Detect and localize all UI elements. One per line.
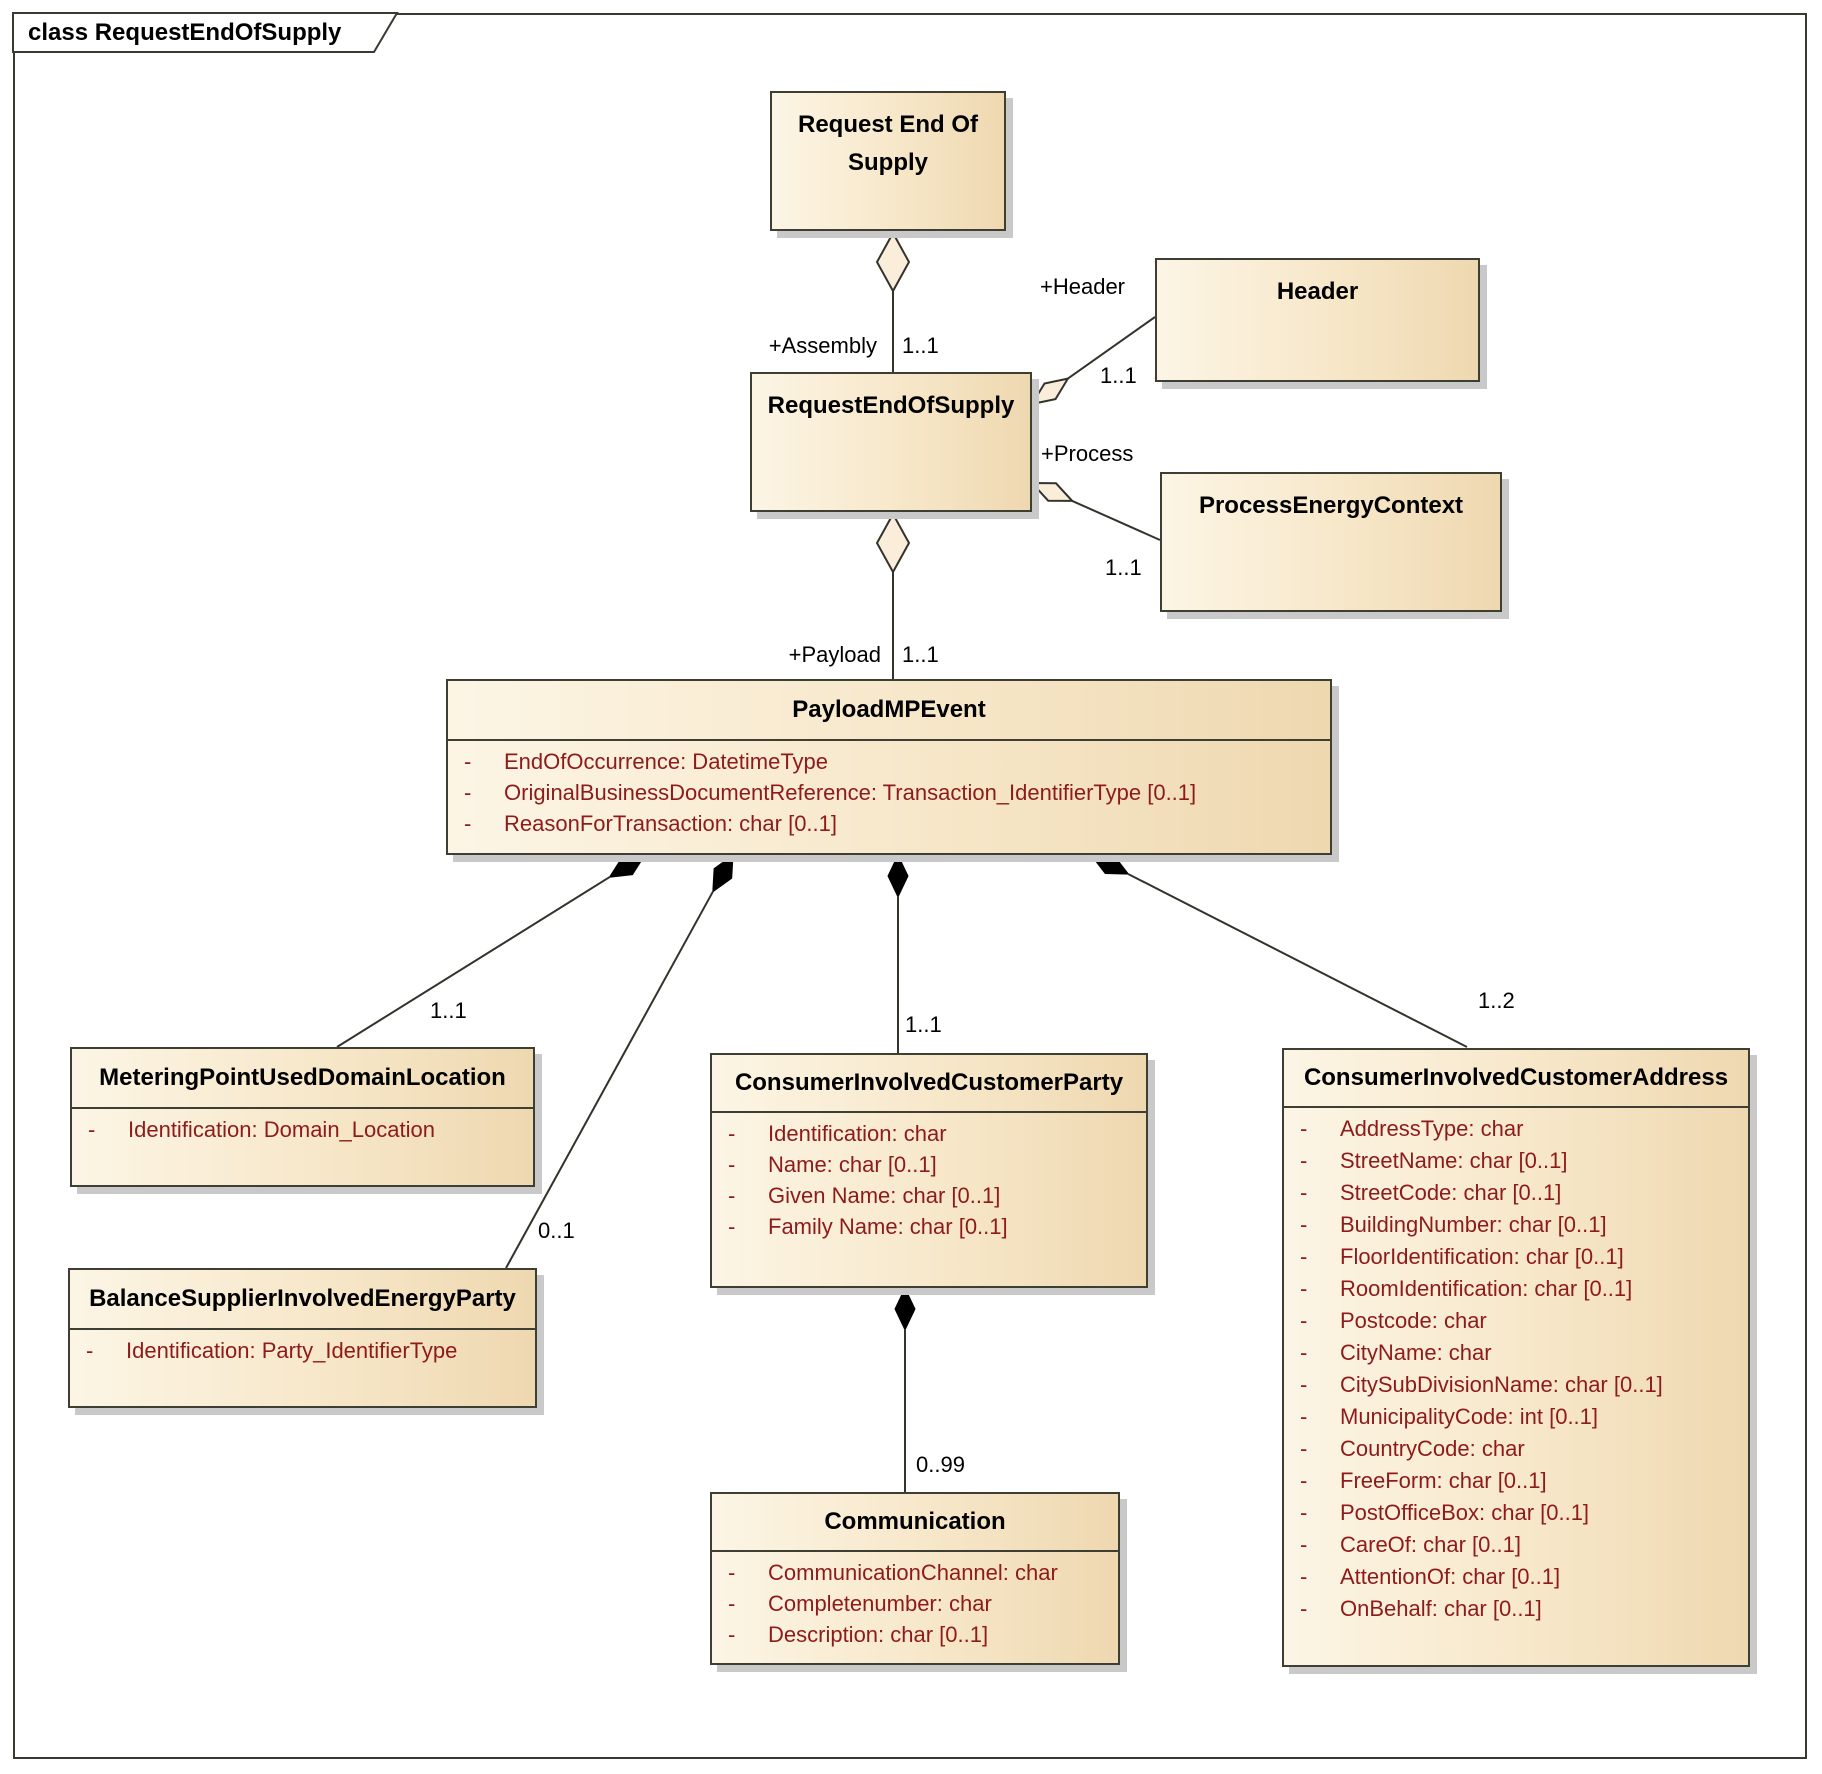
class-attribute: - Postcode: char xyxy=(1300,1308,1487,1333)
class-attribute: - Identification: char xyxy=(728,1121,947,1146)
connector-metering[interactable] xyxy=(337,877,609,1047)
class-attribute: - StreetCode: char [0..1] xyxy=(1300,1180,1562,1205)
class-attribute: - Family Name: char [0..1] xyxy=(728,1214,1008,1239)
class-title: Communication xyxy=(824,1508,1006,1535)
composition-diamond-metering[interactable] xyxy=(609,855,645,877)
composition-diamond-party[interactable] xyxy=(888,855,908,897)
class-attribute: - CitySubDivisionName: char [0..1] xyxy=(1300,1372,1663,1397)
class-box-request-end-of-supply-doc[interactable] xyxy=(770,91,1006,231)
class-title: RequestEndOfSupply xyxy=(767,392,1015,419)
class-attribute: - AddressType: char xyxy=(1300,1116,1524,1141)
connector-balance[interactable] xyxy=(506,892,713,1268)
class-title: Header xyxy=(1276,278,1359,305)
multiplicity-label-process: 1..1 xyxy=(1105,555,1142,580)
class-box-header[interactable] xyxy=(1155,258,1480,382)
class-attribute: - OriginalBusinessDocumentReference: Transaction_IdentifierType [0..1] xyxy=(464,780,1197,805)
class-attribute: - Name: char [0..1] xyxy=(728,1152,937,1177)
class-title: BalanceSupplierInvolvedEnergyParty xyxy=(89,1285,516,1312)
class-attribute: - EndOfOccurrence: DatetimeType xyxy=(464,749,829,774)
class-box-processenergycontext[interactable] xyxy=(1160,472,1502,612)
connector-process[interactable] xyxy=(1072,501,1160,540)
class-attribute: - Identification: Party_IdentifierType xyxy=(86,1338,458,1363)
class-attribute: - CommunicationChannel: char xyxy=(728,1560,1058,1585)
diagram-tab-label: class RequestEndOfSupply xyxy=(28,19,342,46)
class-attribute: - Identification: Domain_Location xyxy=(88,1117,435,1142)
class-attribute: - BuildingNumber: char [0..1] xyxy=(1300,1212,1607,1237)
role-label-header: +Header xyxy=(1040,274,1126,299)
multiplicity-label-communication: 0..99 xyxy=(916,1452,965,1477)
multiplicity-label-address: 1..2 xyxy=(1478,988,1515,1013)
composition-diamond-address[interactable] xyxy=(1091,855,1128,874)
class-box-payloadmpevent[interactable] xyxy=(446,679,1332,855)
class-attribute: - FreeForm: char [0..1] xyxy=(1300,1468,1547,1493)
composition-diamond-communication[interactable] xyxy=(895,1288,915,1330)
class-title: ConsumerInvolvedCustomerParty xyxy=(734,1069,1124,1096)
multiplicity-label-party: 1..1 xyxy=(905,1012,942,1037)
class-attribute: - CityName: char xyxy=(1300,1340,1492,1365)
multiplicity-label-payload: 1..1 xyxy=(902,642,939,667)
class-attribute: - Completenumber: char xyxy=(728,1591,992,1616)
class-title: PayloadMPEvent xyxy=(792,696,986,723)
class-attribute: - Given Name: char [0..1] xyxy=(728,1183,1001,1208)
class-attribute: - CareOf: char [0..1] xyxy=(1300,1532,1521,1557)
aggregation-diamond-process[interactable] xyxy=(1032,483,1072,501)
aggregation-diamond-header[interactable] xyxy=(1032,379,1068,404)
class-title: Request End Of Supply xyxy=(797,111,978,176)
multiplicity-label-assembly: 1..1 xyxy=(902,333,939,358)
multiplicity-label-header: 1..1 xyxy=(1100,363,1137,388)
multiplicity-label-balance: 0..1 xyxy=(538,1218,575,1243)
role-label-assembly: +Assembly xyxy=(768,333,877,358)
class-attribute: - MunicipalityCode: int [0..1] xyxy=(1300,1404,1599,1429)
class-box-balancesupplierinvolvedenergyparty[interactable] xyxy=(68,1268,537,1408)
class-title: ConsumerInvolvedCustomerAddress xyxy=(1303,1064,1729,1091)
class-attribute: - FloorIdentification: char [0..1] xyxy=(1300,1244,1624,1269)
class-attribute: - PostOfficeBox: char [0..1] xyxy=(1300,1500,1590,1525)
role-label-process: +Process xyxy=(1041,441,1134,466)
aggregation-diamond-assembly[interactable] xyxy=(877,233,909,291)
class-attribute: - ReasonForTransaction: char [0..1] xyxy=(464,811,838,836)
class-title: MeteringPointUsedDomainLocation xyxy=(99,1064,506,1091)
class-attribute: - AttentionOf: char [0..1] xyxy=(1300,1564,1561,1589)
class-box-communication[interactable] xyxy=(710,1492,1120,1665)
multiplicity-label-metering: 1..1 xyxy=(430,998,467,1023)
class-attribute: - CountryCode: char xyxy=(1300,1436,1525,1461)
class-box-consumerinvolvedcustomerparty[interactable] xyxy=(710,1053,1148,1288)
class-box-requestendofsupply[interactable] xyxy=(750,372,1032,512)
class-title: ProcessEnergyContext xyxy=(1198,492,1464,519)
class-attribute: - Description: char [0..1] xyxy=(728,1622,989,1647)
aggregation-diamond-payload[interactable] xyxy=(877,514,909,572)
class-box-consumerinvolvedcustomeraddress[interactable] xyxy=(1282,1048,1750,1667)
composition-diamond-balance[interactable] xyxy=(713,855,733,892)
connector-address[interactable] xyxy=(1128,874,1467,1047)
class-attribute: - StreetName: char [0..1] xyxy=(1300,1148,1568,1173)
class-attribute: - RoomIdentification: char [0..1] xyxy=(1300,1276,1633,1301)
class-box-meteringpointuseddomainlocation[interactable] xyxy=(70,1047,535,1187)
class-attribute: - OnBehalf: char [0..1] xyxy=(1300,1596,1542,1621)
role-label-payload: +Payload xyxy=(788,642,881,667)
